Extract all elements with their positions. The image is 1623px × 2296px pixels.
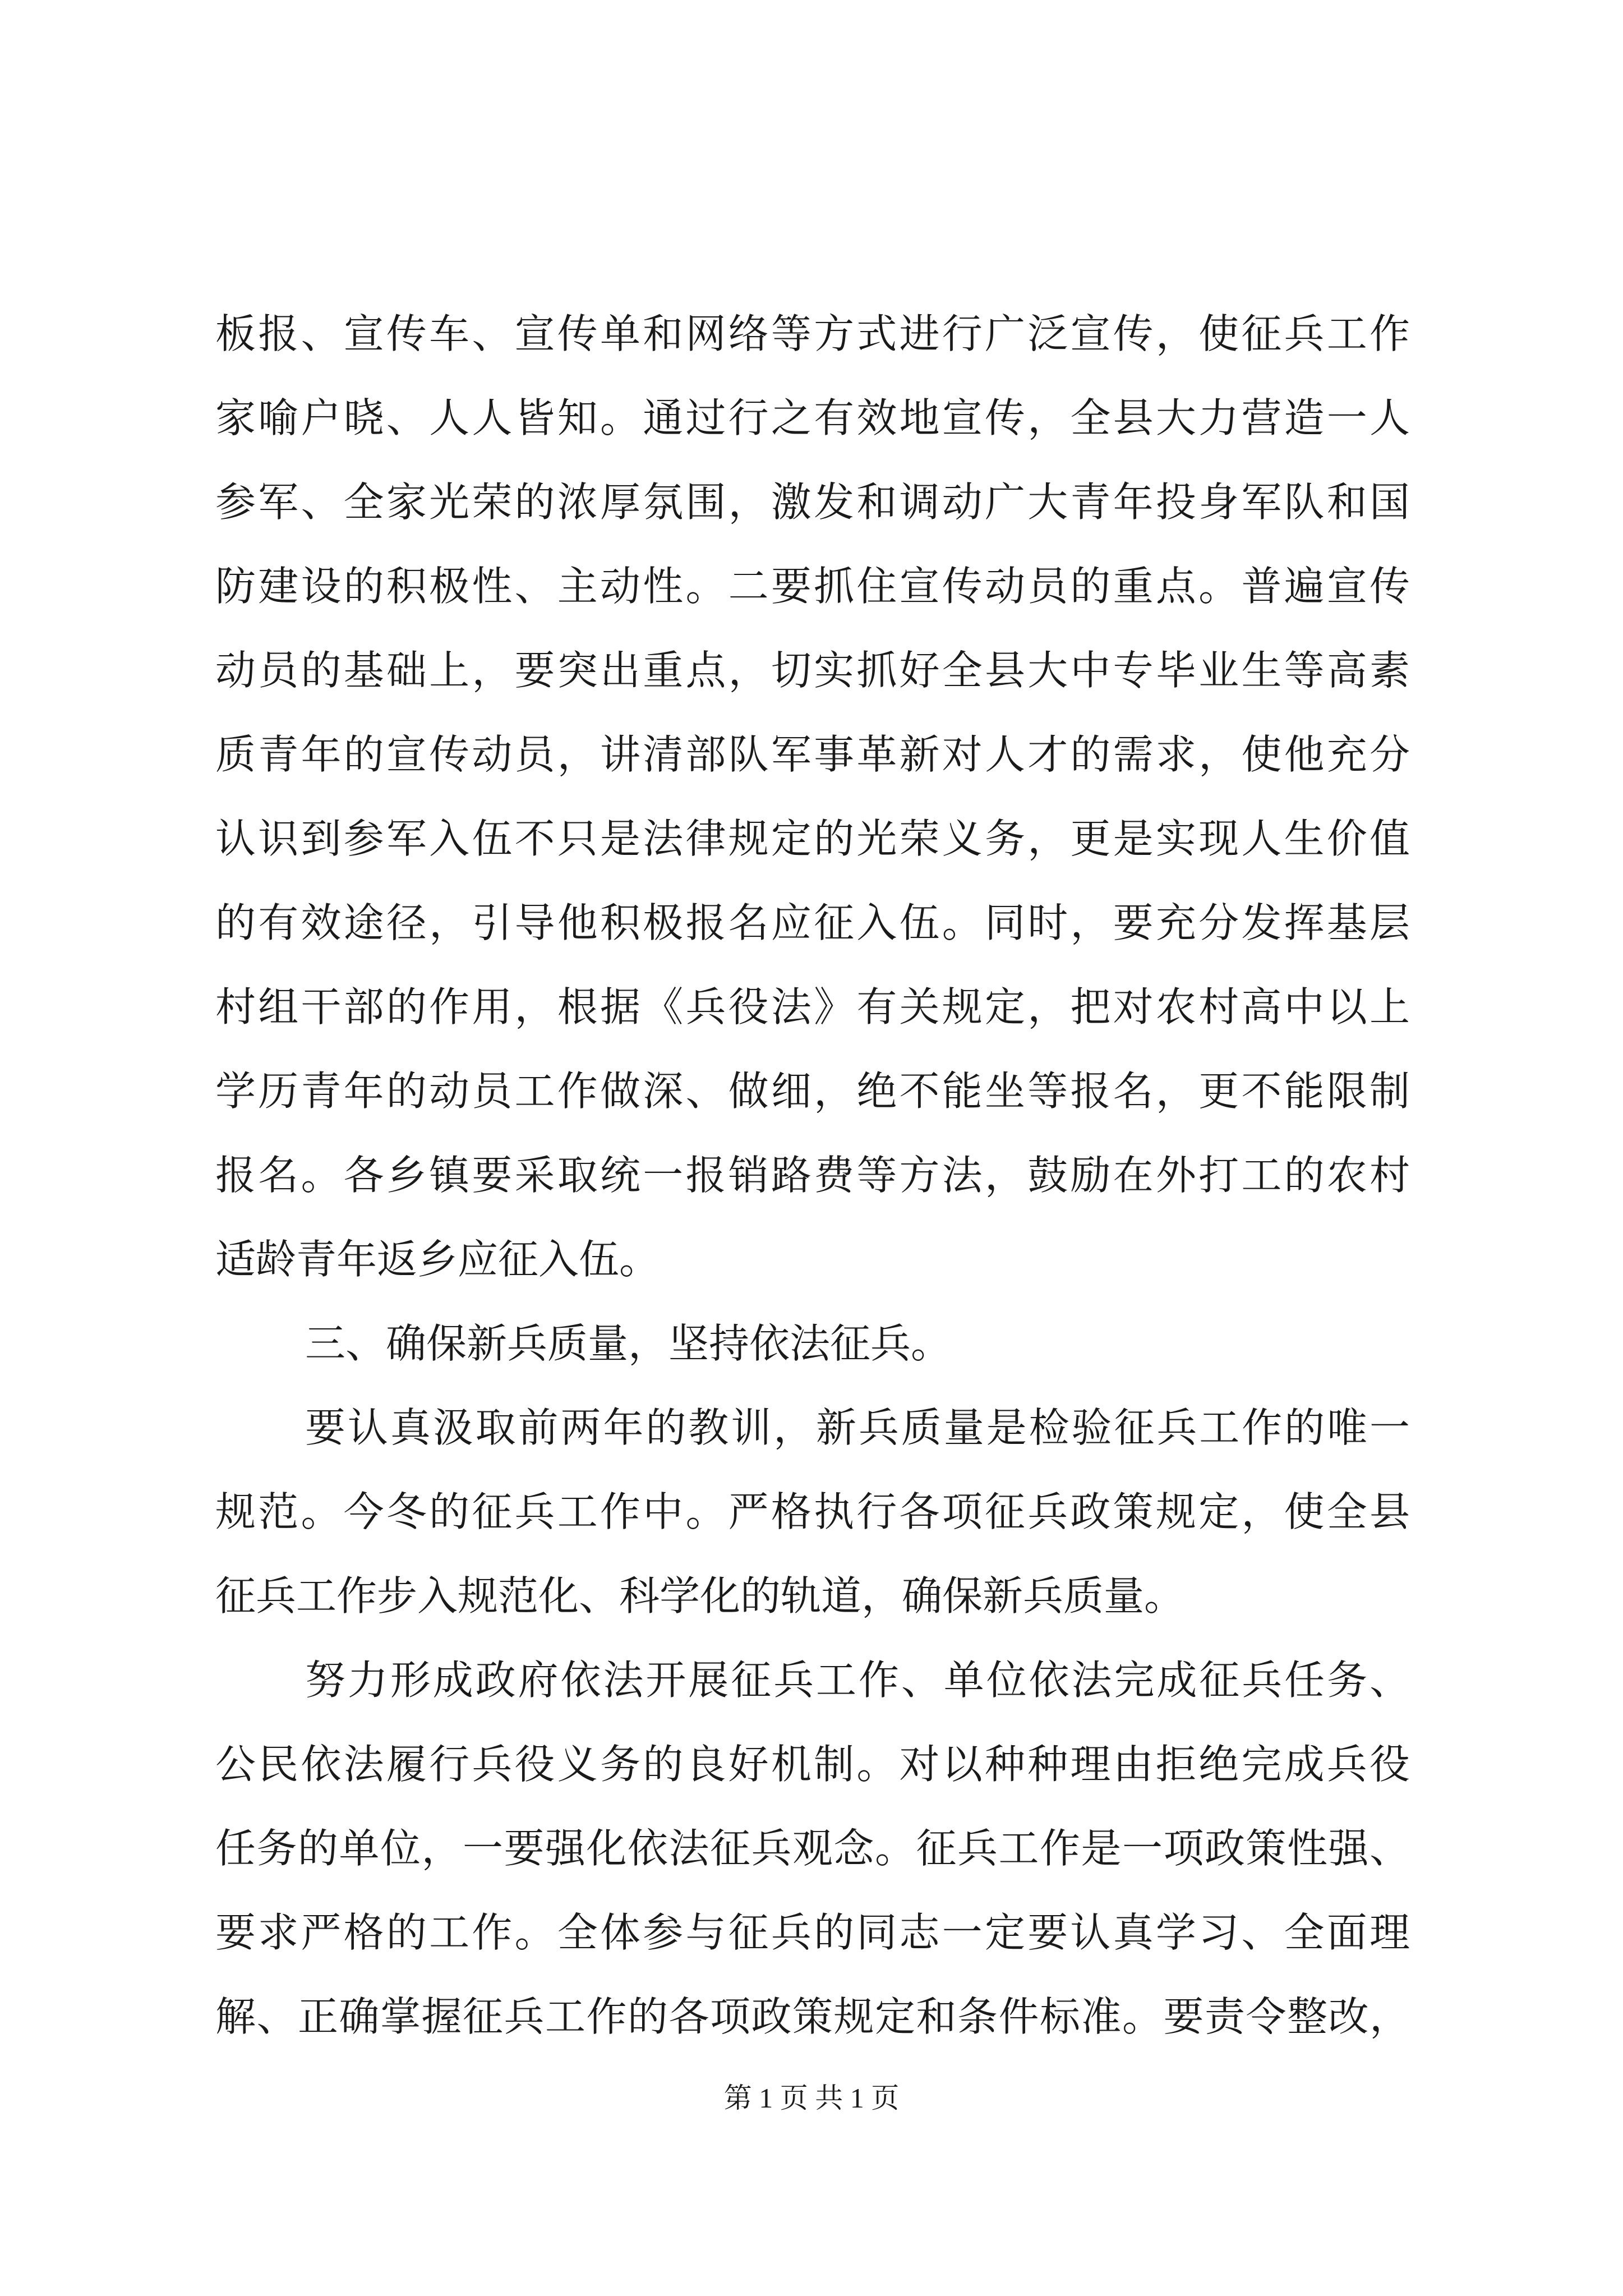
paragraph-4 [215, 1638, 1410, 2059]
text-line: 规范。今冬的征兵工作中。严格执行各项征兵政策规定，使全县 [215, 1488, 1410, 1535]
page-footer: 第 1 页 共 1 页 [723, 2082, 900, 2114]
text-line: 要认真汲取前两年的教训，新兵质量是检验征兵工作的唯一 [305, 1404, 1410, 1451]
text-line: 防建设的积极性、主动性。二要抓住宣传动员的重点。普遍宣传 [215, 563, 1410, 610]
text-line: 质青年的宣传动员，讲清部队军事革新对人才的需求，使他充分 [215, 731, 1410, 778]
section-heading [215, 1301, 1410, 1386]
text-line: 要求严格的工作。全体参与征兵的同志一定要认真学习、全面理 [215, 1909, 1410, 1956]
text-line: 适龄青年返乡应征入伍。 [215, 1236, 660, 1283]
text-line: 三、确保新兵质量，坚持依法征兵。 [305, 1320, 952, 1367]
text-line: 动员的基础上，要突出重点，切实抓好全县大中专毕业生等高素 [215, 647, 1410, 694]
text-line: 学历青年的动员工作做深、做细，绝不能坐等报名，更不能限制 [215, 1068, 1410, 1115]
text-line: 的有效途径，引导他积极报名应征入伍。同时，要充分发挥基层 [215, 899, 1410, 946]
text-line: 解、正确掌握征兵工作的各项政策规定和条件标准。要责令整改， [215, 1993, 1410, 2040]
text-line: 家喻户晓、人人皆知。通过行之有效地宣传，全县大力营造一人 [215, 394, 1410, 441]
text-line: 认识到参军入伍不只是法律规定的光荣义务，更是实现人生价值 [215, 815, 1410, 862]
text-line: 报名。各乡镇要采取统一报销路费等方法，鼓励在外打工的农村 [215, 1152, 1410, 1199]
document-body [215, 292, 1410, 2059]
text-line: 板报、宣传车、宣传单和网络等方式进行广泛宣传，使征兵工作 [215, 310, 1410, 357]
text-line: 公民依法履行兵役义务的良好机制。对以种种理由拒绝完成兵役 [215, 1741, 1410, 1788]
text-line: 任务的单位，一要强化依法征兵观念。征兵工作是一项政策性强、 [215, 1825, 1410, 1872]
paragraph-1 [215, 292, 1410, 1301]
text-line: 村组干部的作用，根据《兵役法》有关规定，把对农村高中以上 [215, 983, 1410, 1030]
text-line: 参军、全家光荣的浓厚氛围，激发和调动广大青年投身军队和国 [215, 478, 1410, 526]
paragraph-3 [215, 1386, 1410, 1638]
text-line: 征兵工作步入规范化、科学化的轨道，确保新兵质量。 [215, 1572, 1185, 1619]
text-line: 努力形成政府依法开展征兵工作、单位依法完成征兵任务、 [305, 1657, 1410, 1704]
